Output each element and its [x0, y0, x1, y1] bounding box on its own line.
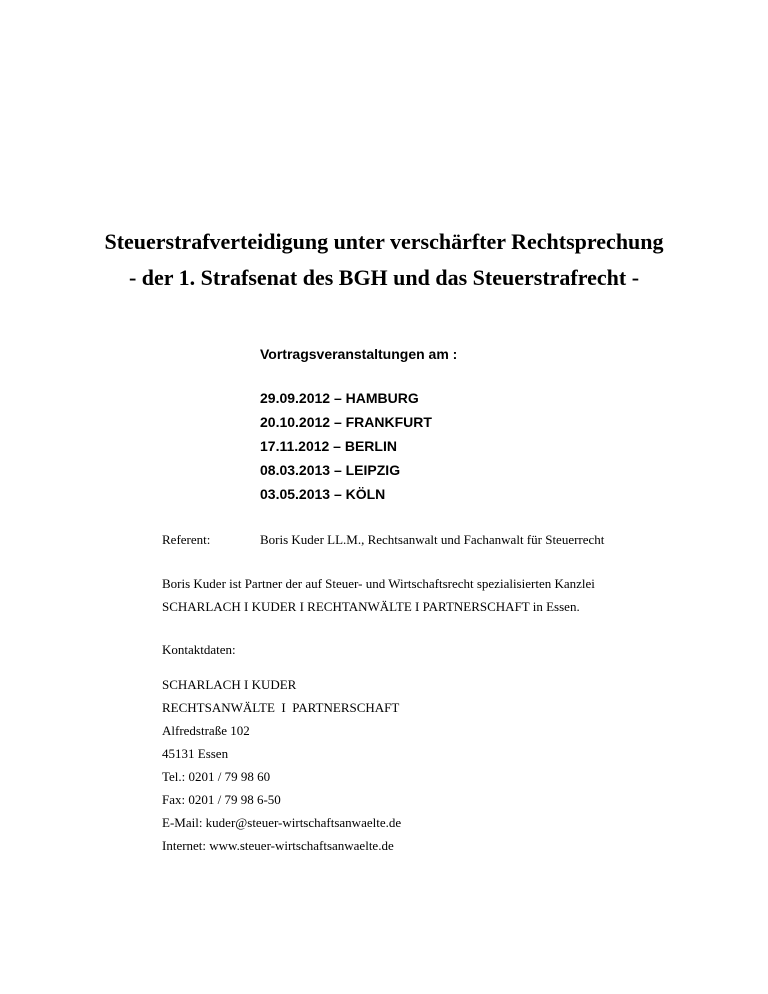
referent-label: Referent: — [162, 532, 211, 547]
contact-email: E-Mail: kuder@steuer-wirtschaftsanwaelte.de — [162, 815, 402, 830]
contact-street: Alfredstraße 102 — [162, 723, 250, 738]
contact-firm-name: SCHARLACH I KUDER — [162, 677, 297, 692]
title-line-2: - der 1. Strafsenat des BGH und das Steuerstrafrecht - — [128, 265, 640, 290]
contact-phone: Tel.: 0201 / 79 98 60 — [162, 769, 271, 784]
event-date-frankfurt: 20.10.2012 – FRANKFURT — [260, 414, 432, 430]
bio-line-2: SCHARLACH I KUDER I RECHTANWÄLTE I PARTNERSCHAFT in Essen. — [162, 599, 580, 614]
event-date-leipzig: 08.03.2013 – LEIPZIG — [260, 462, 401, 478]
event-date-hamburg: 29.09.2012 – HAMBURG — [260, 390, 419, 406]
referent-value: Boris Kuder LL.M., Rechtsanwalt und Fachanwalt für Steuerrecht — [260, 532, 605, 547]
contact-city: 45131 Essen — [162, 746, 229, 761]
contact-fax: Fax: 0201 / 79 98 6-50 — [162, 792, 281, 807]
events-heading: Vortragsveranstaltungen am : — [260, 346, 458, 362]
contact-website: Internet: www.steuer-wirtschaftsanwaelte.de — [162, 838, 394, 853]
contact-firm-type: RECHTSANWÄLTE I PARTNERSCHAFT — [162, 700, 400, 715]
event-date-koeln: 03.05.2013 – KÖLN — [260, 486, 386, 502]
contact-heading: Kontaktdaten: — [162, 642, 236, 657]
bio-line-1: Boris Kuder ist Partner der auf Steuer- und Wirtschaftsrecht spezialisierten Kanzlei — [162, 576, 595, 591]
title-line-1: Steuerstrafverteidigung unter verschärfter Rechtsprechung — [104, 229, 664, 254]
event-date-berlin: 17.11.2012 – BERLIN — [260, 438, 397, 454]
